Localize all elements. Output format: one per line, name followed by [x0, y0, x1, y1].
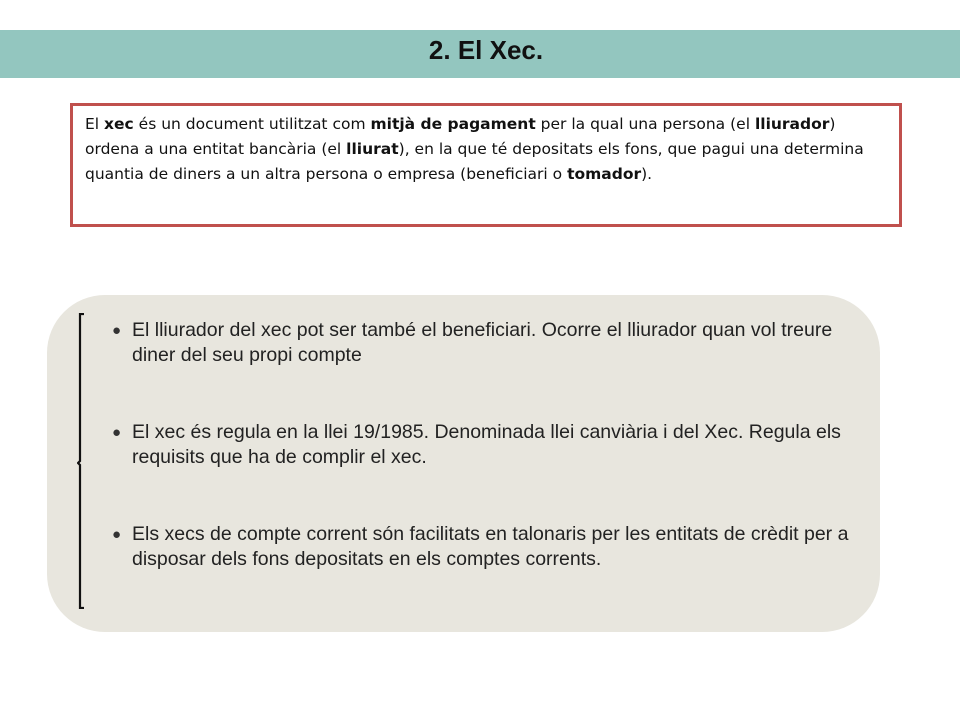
definition-text: és un document utilitzat com [133, 115, 371, 133]
definition-text: ), en la que té depositats els fons, que pagui una determina quantia de diners a un altra persona o empresa (beneficiari o [85, 140, 864, 183]
bullet-text: El lliurador del xec pot ser també el beneficiari. Ocorre el lliurador quan vol treure diner del seu propi compte [132, 319, 833, 366]
definition-text: per la qual una persona (el [535, 115, 755, 133]
definition-box [70, 103, 902, 227]
title-bar [0, 30, 960, 78]
bullet-icon: ● [112, 526, 122, 543]
definition-bold-term: tomador [567, 165, 642, 183]
slide-title: 2. El Xec. [428, 35, 544, 65]
definition-text: El [85, 115, 105, 133]
list-item [109, 318, 870, 368]
left-bracket [77, 313, 85, 609]
bullet-text: Els xecs de compte corrent són facilitats en talonaris per les entitats de crèdit per a disposar dels fons depositats en els comptes corrents. [132, 523, 849, 570]
bullet-icon: ● [112, 424, 122, 441]
definition-bold-term: xec [104, 115, 134, 133]
definition-bold-term: lliurador [754, 115, 830, 133]
list-item [109, 420, 870, 470]
definition-bold-term: mitjà de pagament [370, 115, 536, 133]
list-item [109, 522, 870, 572]
bullet-icon: ● [112, 322, 122, 339]
definition-text: ) ordena a una entitat bancària (el [85, 115, 836, 158]
definition-text: ). [641, 165, 653, 183]
definition-bold-term: lliurat [346, 140, 399, 158]
bullet-text: El xec és regula en la llei 19/1985. Denominada llei canviària i del Xec. Regula els requisits que ha de complir el xec. [132, 421, 841, 468]
